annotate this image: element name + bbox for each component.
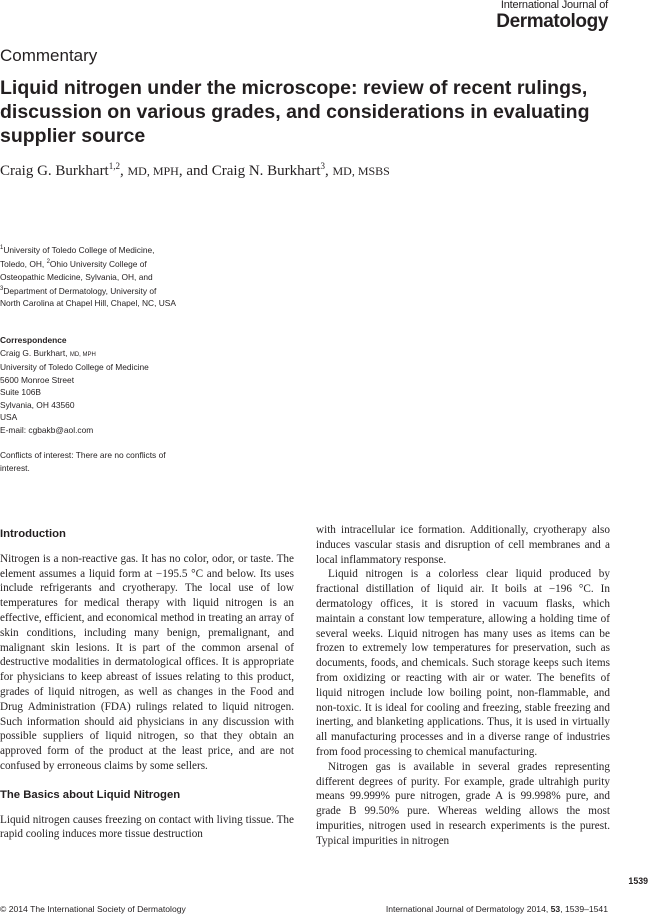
author-1-degrees: MD, MPH bbox=[127, 164, 179, 178]
basics-heading: The Basics about Liquid Nitrogen bbox=[0, 788, 181, 801]
footer-citation bbox=[386, 904, 608, 914]
correspondence-address-1: University of Toledo College of Medicine bbox=[0, 362, 149, 372]
affiliation-3: Department of Dermatology, University of North Carolina at Chapel Hill, Chapel, NC, USA bbox=[0, 285, 176, 309]
footer-copyright: © 2014 The International Society of Dermatology bbox=[0, 904, 186, 914]
author-2-superscript: 3 bbox=[320, 161, 325, 171]
affiliation-1: University of Toledo College of Medicine, Toledo, OH, bbox=[0, 244, 155, 270]
author-1-name: Craig G. Burkhart bbox=[0, 163, 109, 179]
article-title: Liquid nitrogen under the microscope: review of recent rulings, discussion on various grades, and considerations in evaluating supplier source bbox=[0, 77, 590, 147]
author-2-degrees: MD, MSBS bbox=[332, 164, 390, 178]
introduction-paragraph: Nitrogen is a non-reactive gas. It has no color, odor, or taste. The element assumes a liquid form at −195.5 °C and below. Its uses include refrigerants and cryotherapy. The local use of low temperatures for medical therapy with liquid nitrogen is an effective, efficient, and economical method in treating an array of skin conditions, including many benign, premalignant, and malignant skin lesions. It is part of the common arsenal of destructive modalities in dermatological offices. It is appropriate for physicians to keep abreast of issues relating to this product, grades of liquid nitrogen, as well as changes in the Food and Drug Administration (FDA) rulings related to liquid nitrogen. Such information should aid physicians in any discussion with possible suppliers of liquid nitrogen, so that they obtain an approved form of the product at the least price, and are not confused by erroneous claims by some sellers. bbox=[0, 552, 294, 772]
author-conjunction: and bbox=[186, 163, 209, 179]
footer-volume: 53 bbox=[550, 904, 561, 914]
body-column-left bbox=[0, 523, 294, 842]
journal-name-line1: International Journal of bbox=[500, 0, 608, 11]
author-1-superscript: 1,2 bbox=[108, 161, 120, 171]
affiliation-3-mark: 3 bbox=[0, 286, 4, 293]
author-2-name: Craig N. Burkhart bbox=[211, 163, 321, 179]
affiliations bbox=[0, 242, 176, 310]
affiliation-2: Ohio University College of Osteopathic Medicine, Sylvania, OH, and bbox=[0, 259, 153, 282]
correspondence-degrees: MD, MPH bbox=[69, 351, 96, 358]
basics-paragraph-1: Liquid nitrogen causes freezing on contact with living tissue. The rapid cooling induces more tissue destruction bbox=[0, 813, 294, 841]
journal-name-line2: Dermatology bbox=[496, 11, 608, 32]
author-line: Craig G. Burkhart$^{1,2}$, MD, MPH, and Craig N. Burkhart$^3$, MD, MSBS bbox=[0, 161, 390, 179]
correspondence-address-2: 5600 Monroe Street bbox=[0, 374, 75, 385]
page-number: 1539 bbox=[628, 876, 648, 886]
correspondence-address-3: Suite 106B bbox=[0, 387, 41, 397]
section-label: Commentary bbox=[0, 46, 98, 65]
correspondence-address-4: Sylvania, OH 43560 bbox=[0, 399, 75, 410]
basics-paragraph-2: Liquid nitrogen is a colorless clear liquid produced by fractional distillation of liquid air. It boils at −196 °C. In dermatology offices, it is stored in vacuum flasks, which maintain a constant low temperature, allowing a holding time of several weeks. Liquid nitrogen has many uses as items can be frozen to extremely low temperatures for preservation, such as documents, foods, and chemicals. Such storage keeps such items from oxidizing or reacting with air or water. The benefits of liquid nitrogen include low boiling point, non-flammable, and non-toxic. It is ideal for cooling and freezing, stable freezing and inerting, and blanketing applications. Thus, it is used in virtually all manufacturing processes and in a diverse range of industries from food processing to chemical manufacturing. bbox=[316, 568, 610, 758]
correspondence-address-5: USA bbox=[0, 412, 18, 422]
introduction-heading: Introduction bbox=[0, 528, 66, 540]
correspondence-email: E-mail: cgbakb@aol.com bbox=[0, 424, 94, 435]
correspondence-block bbox=[0, 334, 176, 436]
correspondence-name: Craig G. Burkhart, bbox=[0, 347, 68, 358]
affiliation-1-mark: 1 bbox=[0, 245, 4, 251]
footer-pages: , 1539–1541 bbox=[560, 904, 608, 914]
journal-masthead bbox=[496, 0, 608, 31]
footer-journal: International Journal of Dermatology 2014, bbox=[385, 904, 549, 914]
conflicts-of-interest: Conflicts of interest: There are no conflicts of interest. bbox=[0, 450, 166, 473]
correspondence-name-line bbox=[0, 347, 176, 362]
page-footer bbox=[0, 904, 608, 914]
correspondence-heading: Correspondence bbox=[0, 335, 67, 345]
affiliation-2-mark: 2 bbox=[46, 259, 50, 266]
basics-paragraph-1-continued: with intracellular ice formation. Additionally, cryotherapy also induces vascular stasis and disruption of cell membranes and a local inflammatory response. bbox=[316, 524, 610, 566]
basics-paragraph-3: Nitrogen gas is available in several grades representing different degrees of purity. For example, grade ultrahigh purity means 99.999% pure nitrogen, grade A is 99.998% pure, and grade B 99.50% pure. Whereas welding allows the most impurities, nitrogen used in research experiments is the purest. Typical impurities in nitrogen bbox=[316, 760, 610, 847]
body-column-right bbox=[316, 523, 610, 849]
